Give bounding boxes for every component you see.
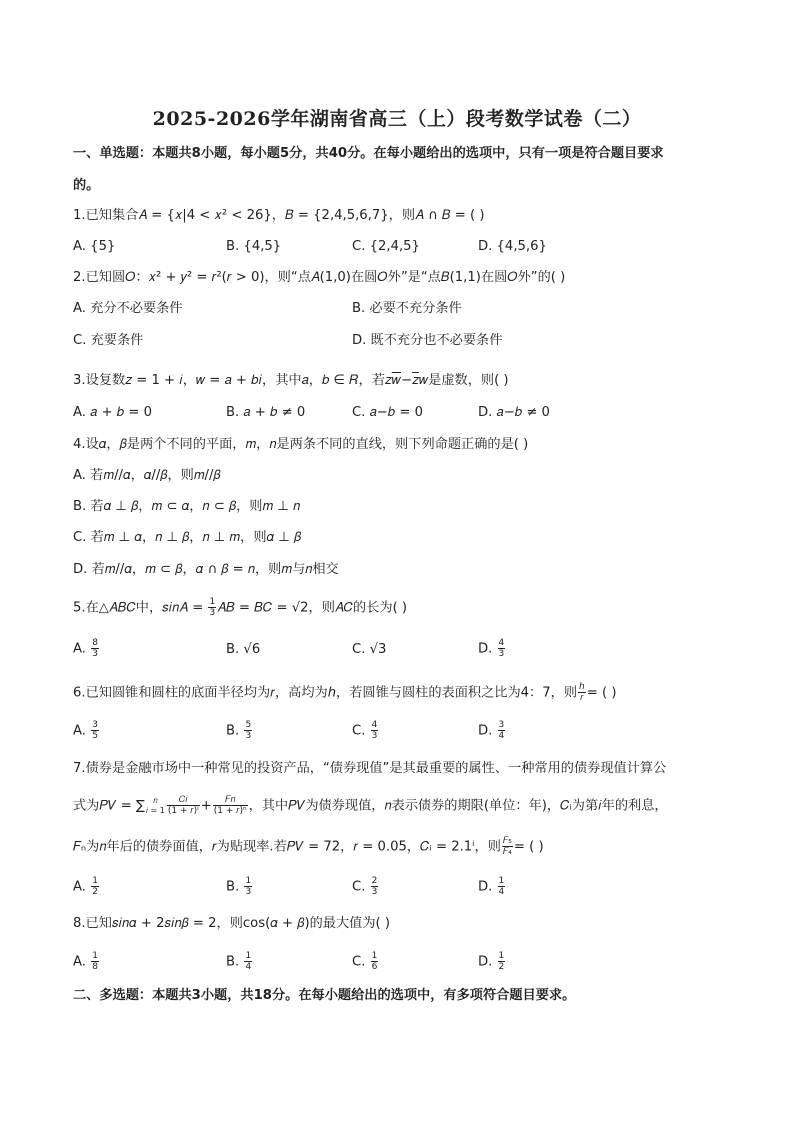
question-7-option-a bbox=[73, 876, 100, 897]
question-3-option-c: C. 𝑎−𝑏 = 0 bbox=[352, 405, 423, 420]
question-8-option-d bbox=[478, 951, 506, 972]
section1-heading-cont: 的。 bbox=[73, 178, 100, 193]
question-6-fraction bbox=[578, 682, 586, 703]
fraction-denominator: 8 bbox=[92, 962, 98, 972]
formula-pv: 式为𝑃𝑉 = ∑ bbox=[73, 798, 145, 814]
question-7-stem-line3-pre: 𝐹ₙ为𝑛年后的债券面值，𝑟为贴现率.若𝑃𝑉 = 72，𝑟 = 0.05，𝐶ᵢ = 2.1ⁱ，则 bbox=[73, 839, 501, 855]
option-fraction bbox=[371, 876, 379, 897]
question-7-stem-line1: 7.债券是金融市场中一种常见的投资产品，“债券现值”是其最重要的属性、一种常用的债券现值计算公 bbox=[73, 761, 667, 776]
question-1-option-c: C. {2,4,5} bbox=[352, 239, 420, 254]
question-6-option-d bbox=[478, 720, 506, 741]
question-3-w-bar: 𝑤 bbox=[391, 373, 401, 388]
option-fraction bbox=[498, 720, 506, 741]
option-label: D. bbox=[478, 723, 497, 739]
option-fraction bbox=[244, 876, 252, 897]
formula-fraction-fn bbox=[213, 795, 248, 816]
option-fraction bbox=[498, 638, 506, 659]
option-fraction bbox=[498, 876, 506, 897]
fraction-numerator: 2 bbox=[371, 876, 378, 886]
fraction-numerator: ℎ bbox=[579, 682, 585, 692]
fraction-denominator: 3 bbox=[498, 649, 505, 659]
fraction-denominator: 2 bbox=[92, 887, 98, 897]
question-5-option-c: C. √3 bbox=[352, 642, 387, 657]
formula-fraction-ci bbox=[167, 795, 200, 816]
option-label: B. bbox=[226, 723, 244, 739]
fraction-numerator: 3 bbox=[498, 720, 505, 730]
question-8-option-a bbox=[73, 951, 100, 972]
question-7-option-b bbox=[226, 876, 253, 897]
fraction-denominator: 4 bbox=[498, 731, 505, 741]
fraction-numerator: 1 bbox=[92, 951, 98, 961]
fraction-denominator: 𝑟 bbox=[580, 693, 584, 703]
question-5-option-b: B. √6 bbox=[226, 642, 261, 657]
question-3-stem-post: 𝑤是虚数，则( ) bbox=[418, 373, 509, 388]
question-3-z-bar: 𝑧 bbox=[412, 373, 419, 388]
option-label: C. bbox=[352, 879, 370, 895]
option-label: C. bbox=[352, 954, 370, 970]
option-fraction bbox=[498, 951, 506, 972]
fraction-numerator: 1 bbox=[245, 876, 252, 886]
fraction-numerator: 3 bbox=[92, 720, 98, 730]
section2-heading: 二、多选题：本题共3小题，共18分。在每小题给出的选项中，有多项符合题目要求。 bbox=[73, 988, 576, 1003]
question-2-option-c: C. 充要条件 bbox=[73, 333, 144, 348]
question-8-option-b bbox=[226, 951, 253, 972]
question-5-option-d bbox=[478, 638, 506, 659]
question-4-stem: 4.设𝛼，𝛽是两个不同的平面，𝑚，𝑛是两条不同的直线，则下列命题正确的是( ) bbox=[73, 437, 529, 452]
option-fraction bbox=[91, 951, 99, 972]
question-7-stem-line2: 式为𝑃𝑉 = ∑ 𝑛 𝑖 = 1 $\frac{\text{𝐶𝑖}}{\text{(1 + 𝑟)ⁱ}}$ + $\frac{\text{𝐹𝑛}}{\text{(1 + 𝑟)ⁿ}}$ ，其中𝑃𝑉为债券现值，𝑛表示债券的期限(单位：年)，𝐶ᵢ为第𝑖年的利息， bbox=[73, 795, 668, 816]
fraction-numerator: 1 bbox=[245, 951, 252, 961]
fraction-denominator: 3 bbox=[371, 731, 378, 741]
question-3-option-d: D. 𝑎−𝑏 ≠ 0 bbox=[478, 405, 550, 420]
option-label: A. bbox=[73, 641, 91, 657]
sum-limits bbox=[146, 796, 165, 816]
fraction-denominator: 2 bbox=[498, 962, 505, 972]
option-label: A. bbox=[73, 723, 91, 739]
option-label: B. bbox=[226, 879, 244, 895]
question-6-option-a bbox=[73, 720, 100, 741]
question-6-stem-pre: 6.已知圆锥和圆柱的底面半径均为𝑟，高均为ℎ，若圆锥与圆柱的表面积之比为4：7，则 bbox=[73, 685, 578, 701]
option-label: D. bbox=[478, 954, 497, 970]
sum-upper-limit: 𝑛 bbox=[153, 795, 158, 805]
fraction-denominator: 5 bbox=[92, 731, 98, 741]
question-5-stem-pre: 5.在△𝐴𝐵𝐶中，𝑠𝑖𝑛𝐴 = bbox=[73, 600, 208, 616]
question-8-stem: 8.已知𝑠𝑖𝑛𝛼 + 2𝑠𝑖𝑛𝛽 = 2，则cos(𝛼 + 𝛽)的最大值为( ) bbox=[73, 916, 391, 931]
question-6-option-b bbox=[226, 720, 253, 741]
fraction-denominator: 4 bbox=[245, 962, 252, 972]
fraction-denominator: (1 + 𝑟)ⁿ bbox=[213, 806, 247, 816]
fraction-numerator: 1 bbox=[371, 951, 378, 961]
option-fraction bbox=[371, 720, 379, 741]
fraction-denominator: 3 bbox=[245, 887, 252, 897]
question-4-option-c: C. 若𝑚 ⊥ 𝛼，𝑛 ⊥ 𝛽，𝑛 ⊥ 𝑚，则𝛼 ⊥ 𝛽 bbox=[73, 530, 302, 545]
option-fraction bbox=[244, 951, 252, 972]
question-7-fraction bbox=[502, 836, 513, 857]
question-7-stem-line3-post: = ( ) bbox=[513, 839, 544, 855]
exam-title: 2025-2026学年湖南省高三（上）段考数学试卷（二） bbox=[152, 108, 642, 130]
question-3-option-a: A. 𝑎 + 𝑏 = 0 bbox=[73, 405, 152, 420]
option-label: C. bbox=[352, 723, 370, 739]
question-4-option-b: B. 若𝛼 ⊥ 𝛽，𝑚 ⊂ 𝛼，𝑛 ⊂ 𝛽，则𝑚 ⊥ 𝑛 bbox=[73, 499, 301, 514]
sum-lower-limit: 𝑖 = 1 bbox=[145, 805, 165, 815]
question-5-fraction bbox=[208, 597, 216, 618]
option-fraction bbox=[91, 638, 99, 659]
fraction-numerator: 1 bbox=[498, 951, 505, 961]
section1-heading: 一、单选题：本题共8小题，每小题5分，共40分。在每小题给出的选项中，只有一项是符合题目要求 bbox=[73, 146, 664, 161]
option-fraction bbox=[371, 951, 379, 972]
fraction-numerator: 4 bbox=[371, 720, 378, 730]
fraction-denominator: 3 bbox=[92, 649, 98, 659]
question-3-stem-pre: 3.设复数𝑧 = 1 + 𝑖，𝑤 = 𝑎 + 𝑏𝑖，其中𝑎，𝑏 ∈ 𝑅，若𝑧 bbox=[73, 373, 392, 388]
question-2-option-d: D. 既不充分也不必要条件 bbox=[352, 333, 503, 348]
question-3-stem bbox=[73, 372, 509, 390]
question-3-option-b: B. 𝑎 + 𝑏 ≠ 0 bbox=[226, 405, 306, 420]
question-5-stem-post: 𝐴𝐵 = 𝐵𝐶 = √2，则𝐴𝐶的长为( ) bbox=[217, 600, 408, 616]
fraction-denominator: (1 + 𝑟)ⁱ bbox=[167, 806, 199, 816]
question-2-option-a: A. 充分不必要条件 bbox=[73, 301, 183, 316]
fraction-denominator: 4 bbox=[498, 887, 505, 897]
option-label: B. bbox=[226, 954, 244, 970]
question-5-option-a bbox=[73, 638, 100, 659]
fraction-denominator: 3 bbox=[371, 887, 378, 897]
fraction-denominator: 𝐹₄ bbox=[502, 847, 512, 857]
question-8-option-c bbox=[352, 951, 379, 972]
question-7-stem-line3 bbox=[73, 836, 544, 857]
question-1-option-d: D. {4,5,6} bbox=[478, 239, 547, 254]
option-fraction bbox=[91, 720, 99, 741]
fraction-numerator: 𝐹𝑛 bbox=[213, 795, 248, 806]
fraction-numerator: 𝐶𝑖 bbox=[167, 795, 200, 806]
question-6-stem bbox=[73, 682, 616, 703]
question-7-option-c bbox=[352, 876, 379, 897]
fraction-numerator: 1 bbox=[209, 597, 216, 607]
fraction-numerator: 4 bbox=[498, 638, 505, 648]
fraction-numerator: 1 bbox=[92, 876, 98, 886]
question-4-option-a: A. 若𝑚//𝛼，𝛼//𝛽，则𝑚//𝛽 bbox=[73, 468, 221, 483]
option-label: D. bbox=[478, 879, 497, 895]
option-label: A. bbox=[73, 879, 91, 895]
option-fraction bbox=[91, 876, 99, 897]
option-label: D. bbox=[478, 641, 497, 657]
question-3-minus: − bbox=[401, 373, 413, 388]
question-1-stem: 1.已知集合𝐴 = {𝑥|4 < 𝑥² < 26}，𝐵 = {2,4,5,6,7}，则𝐴 ∩ 𝐵 = ( ) bbox=[73, 208, 485, 223]
question-1-option-a: A. {5} bbox=[73, 239, 116, 254]
fraction-denominator: 6 bbox=[371, 962, 378, 972]
fraction-numerator: 5 bbox=[245, 720, 252, 730]
fraction-numerator: 8 bbox=[92, 638, 98, 648]
question-2-option-b: B. 必要不充分条件 bbox=[352, 301, 462, 316]
question-1-option-b: B. {4,5} bbox=[226, 239, 282, 254]
question-5-stem bbox=[73, 597, 407, 618]
question-2-stem: 2.已知圆𝑂：𝑥² + 𝑦² = 𝑟²(𝑟 > 0)，则“点𝐴(1,0)在圆𝑂外”是“点𝐵(1,1)在圆𝑂外”的( ) bbox=[73, 270, 566, 285]
question-4-option-d: D. 若𝑚//𝛼，𝑚 ⊂ 𝛽，𝛼 ∩ 𝛽 = 𝑛，则𝑚与𝑛相交 bbox=[73, 562, 339, 577]
option-label: A. bbox=[73, 954, 91, 970]
question-6-option-c bbox=[352, 720, 379, 741]
option-fraction bbox=[244, 720, 252, 741]
question-7-option-d bbox=[478, 876, 506, 897]
fraction-numerator: 1 bbox=[498, 876, 505, 886]
fraction-numerator: 𝐹₅ bbox=[502, 836, 512, 846]
question-6-stem-post: = ( ) bbox=[586, 685, 617, 701]
fraction-denominator: 3 bbox=[209, 608, 216, 618]
fraction-denominator: 3 bbox=[245, 731, 252, 741]
question-7-stem-line2-post: ，其中𝑃𝑉为债券现值，𝑛表示债券的期限(单位：年)，𝐶ᵢ为第𝑖年的利息， bbox=[248, 798, 668, 814]
